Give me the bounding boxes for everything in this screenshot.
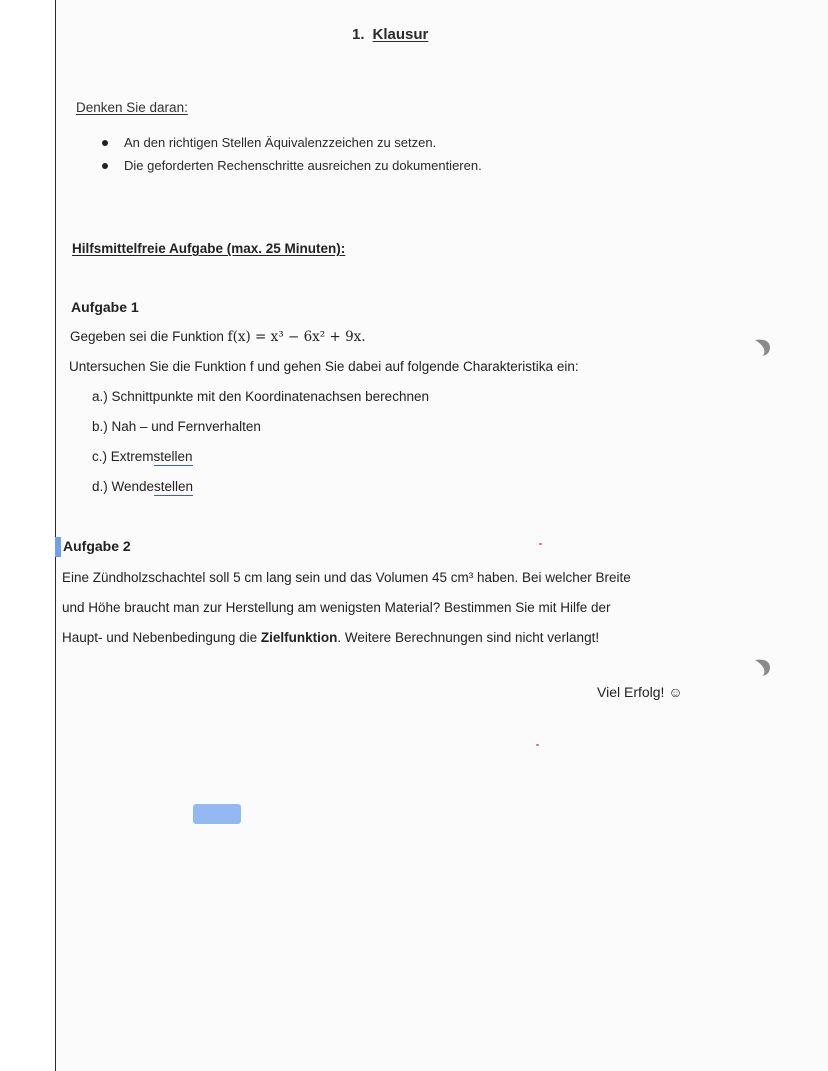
task1-item-c-underlined: stellen [153, 449, 193, 464]
reminder-list [100, 131, 482, 177]
task2-title: Aufgabe 2 [63, 538, 131, 554]
task1-item-c [92, 449, 193, 464]
task1-item-d [92, 479, 193, 494]
task2-line-1: Eine Zündholzschachtel soll 5 cm lang sein und das Volumen 45 cm³ haben. Bei welcher Breite [62, 570, 631, 585]
task1-given [70, 329, 366, 345]
task1-intro: Untersuchen Sie die Funktion f und gehen Sie dabei auf folgende Charakteristika ein: [69, 359, 579, 374]
task1-function: f(x) = x³ − 6x² + 9x. [227, 329, 366, 345]
closing-text: Viel Erfolg! ☺ [597, 684, 683, 700]
task1-item-d-underlined: stellen [154, 479, 194, 494]
task2-line-3-post: . Weitere Berechnungen sind nicht verlangt! [337, 630, 600, 645]
highlight-marker [55, 537, 61, 557]
page-title [352, 26, 428, 43]
reminder-heading: Denken Sie daran: [76, 100, 188, 115]
task1-item-d-text: d.) Wende [92, 479, 155, 494]
ink-speck [536, 744, 539, 746]
title-number: 1. [352, 26, 365, 43]
task2-keyword: Zielfunktion [260, 630, 338, 645]
punch-hole-icon [752, 656, 774, 678]
highlighter-mark [193, 804, 241, 824]
task1-item-a: a.) Schnittpunkte mit den Koordinatenachsen berechnen [92, 389, 429, 404]
task2-line-2: und Höhe braucht man zur Herstellung am wenigsten Material? Bestimmen Sie mit Hilfe der [62, 600, 611, 615]
list-item: An den richtigen Stellen Äquivalenzzeichen zu setzen. [100, 131, 482, 154]
task1-title: Aufgabe 1 [71, 299, 139, 315]
task2-line-3 [62, 630, 599, 645]
section-heading: Hilfsmittelfreie Aufgabe (max. 25 Minuten): [72, 241, 346, 256]
task2-line-3-pre: Haupt- und Nebenbedingung die [62, 630, 261, 645]
title-word: Klausur [372, 26, 429, 43]
task1-item-c-text: c.) Extrem [92, 449, 154, 464]
task1-given-prefix: Gegeben sei die Funktion [70, 329, 228, 344]
task1-item-b: b.) Nah – und Fernverhalten [92, 419, 261, 434]
punch-hole-icon [752, 336, 774, 358]
list-item: Die geforderten Rechenschritte ausreichen zu dokumentieren. [100, 154, 482, 177]
ink-speck [539, 543, 542, 545]
